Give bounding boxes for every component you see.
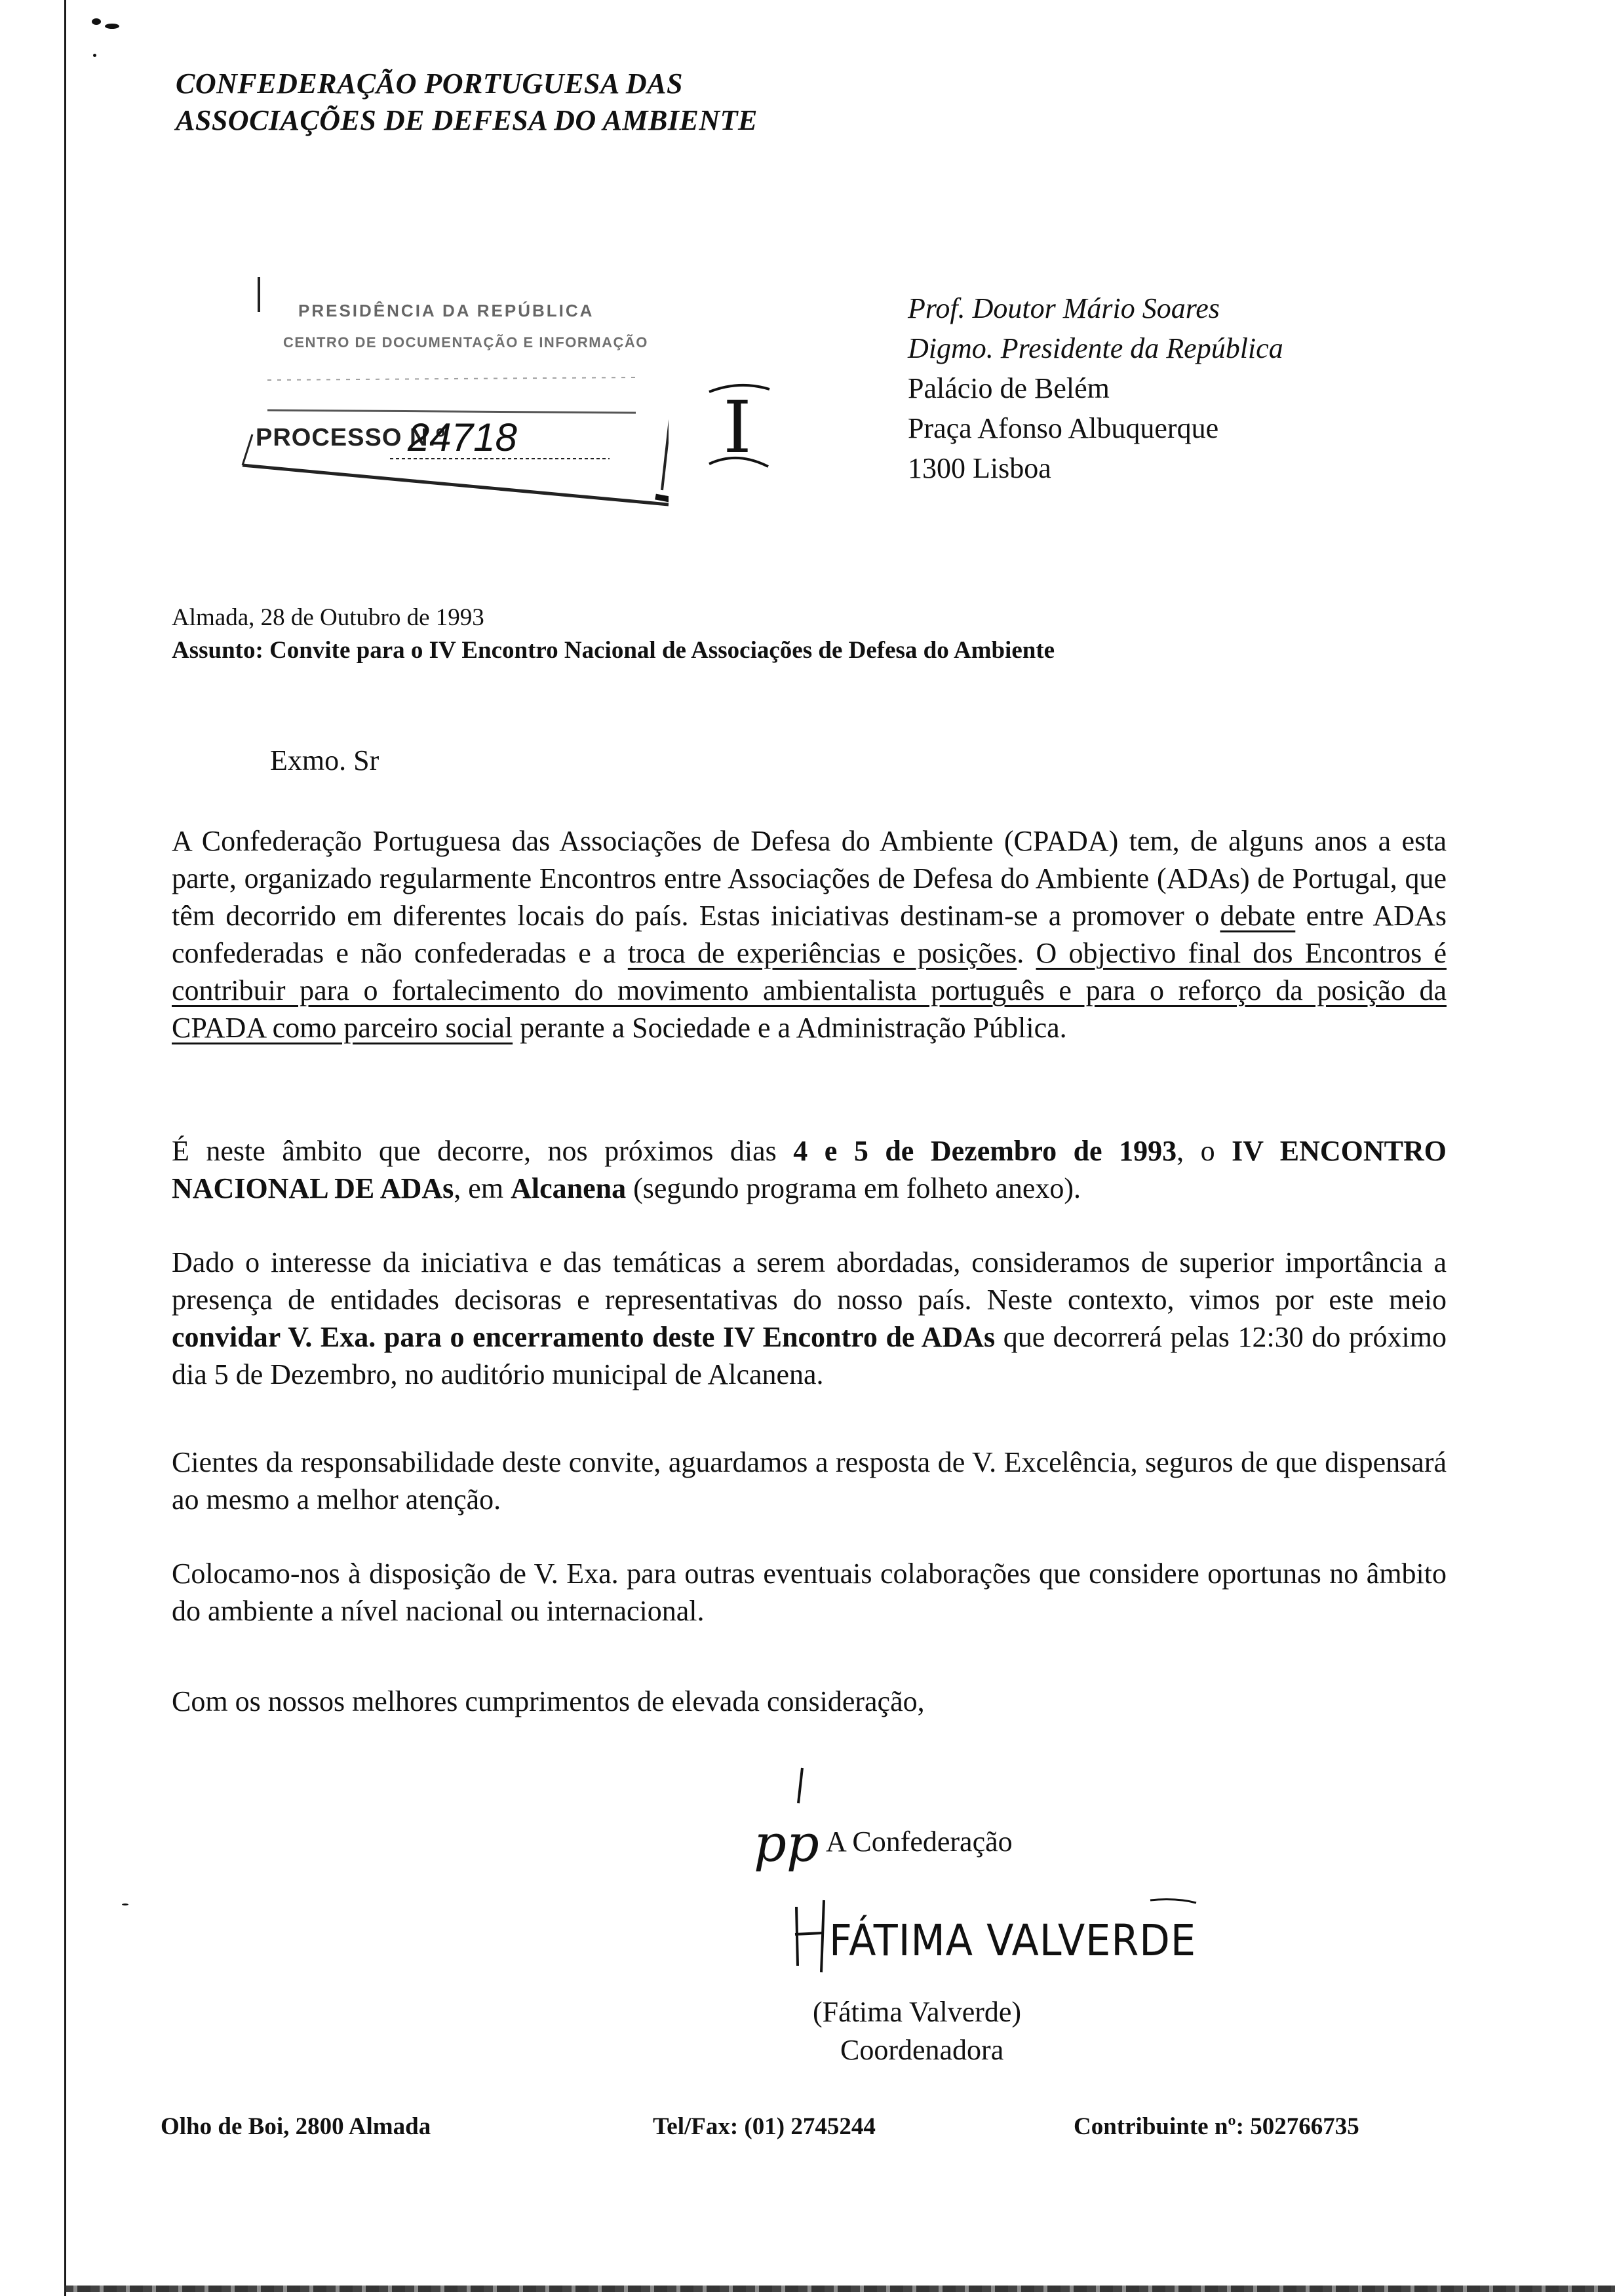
signatory-name: (Fátima Valverde): [813, 1996, 1022, 2028]
scan-bottom-edge: [64, 2286, 1615, 2292]
scan-speck: [105, 24, 119, 29]
date-subject-block: [172, 602, 1055, 667]
paragraph-3: [172, 1244, 1447, 1393]
signature-pp-mark: [747, 1763, 839, 1894]
subject-line: Assunto: Convite para o IV Encontro Nacional de Associações de Defesa do Ambiente: [172, 637, 1055, 664]
paragraph-2-bold-dates: 4 e 5 de Dezembro de 1993: [793, 1135, 1177, 1167]
signature-pp-text: pp: [754, 1814, 819, 1873]
paragraph-2-text: , em: [454, 1172, 511, 1204]
paragraph-5: Colocamo-nos à disposição de V. Exa. para outras eventuais colaborações que considere oportunas no âmbito do ambiente a nível nacional ou internacional.: [172, 1558, 1447, 1627]
recipient-line-4: Praça Afonso Albuquerque: [908, 412, 1219, 444]
paragraph-1: [172, 822, 1447, 1046]
salutation: Exmo. Sr: [270, 744, 379, 776]
paragraph-3-bold-invitation: convidar V. Exa. para o encerramento deste IV Encontro de ADAs: [172, 1321, 996, 1353]
handwritten-mark: [701, 380, 773, 472]
handwritten-signature-text: FÁTIMA VALVERDE: [829, 1915, 1196, 1966]
paragraph-1-text: .: [1017, 937, 1036, 969]
paragraph-2-bold-location: Alcanena: [511, 1172, 627, 1204]
reception-stamp-graphic: [236, 274, 669, 510]
handwritten-signature: [783, 1887, 1229, 1985]
footer-phone: Tel/Fax: (01) 2745244: [653, 2113, 876, 2140]
signatory-role: Coordenadora: [840, 2034, 1004, 2066]
stamp-process-number: 24718: [408, 415, 517, 459]
paragraph-1-text: perante a Sociedade e a Administração Pública.: [513, 1012, 1067, 1044]
paragraph-2: [172, 1132, 1447, 1207]
stamp-process-label: PROCESSO N.º: [256, 424, 446, 451]
paragraph-2-text: É neste âmbito que decorre, nos próximos dias: [172, 1135, 794, 1167]
recipient-line-3: Palácio de Belém: [908, 372, 1110, 404]
recipient-line-5: 1300 Lisboa: [908, 452, 1051, 484]
footer-address: Olho de Boi, 2800 Almada: [161, 2113, 431, 2140]
paragraph-1-text: entre ADAs confederadas e não confederadas e a: [172, 900, 1447, 969]
stamp-line-1: PRESIDÊNCIA DA REPÚBLICA: [298, 301, 594, 320]
letterhead: [176, 66, 758, 139]
scan-left-edge: [64, 0, 66, 2296]
paragraph-2-text: (segundo programa em folheto anexo).: [626, 1172, 1081, 1204]
paragraph-2-bold-event: IV ENCONTRO NACIONAL DE ADAs: [172, 1135, 1447, 1204]
scan-speck: [122, 1904, 128, 1905]
paragraph-1-underline-exchange: troca de experiências e posições: [627, 937, 1017, 969]
paragraph-3-text: que decorrerá pelas 12:30 do próximo dia 5 de Dezembro, no auditório municipal de Alcanena.: [172, 1321, 1447, 1390]
letterhead-line-1: CONFEDERAÇÃO PORTUGUESA DAS: [176, 67, 683, 100]
recipient-address: [908, 288, 1283, 488]
signature-organization: A Confederação: [826, 1826, 1013, 1858]
handwritten-mark-numeral: I: [723, 385, 752, 469]
paragraph-4: Cientes da responsabilidade deste convite, aguardamos a resposta de V. Excelência, seguros de que dispensará ao mesmo a melhor atenção.: [172, 1446, 1447, 1516]
scan-speck: [93, 54, 96, 57]
paragraph-1-underline-debate: debate: [1220, 900, 1296, 932]
paragraph-1-underline-objective: O objectivo final dos Encontros é contribuir para o fortalecimento do movimento ambientalista português e para o reforço da posição da CPADA como parceiro social: [172, 937, 1447, 1044]
letterhead-line-2: ASSOCIAÇÕES DE DEFESA DO AMBIENTE: [176, 104, 758, 136]
paragraph-2-text: , o: [1177, 1135, 1232, 1167]
dateline: Almada, 28 de Outubro de 1993: [172, 604, 484, 631]
footer-tax-id: Contribuinte nº: 502766735: [1074, 2113, 1359, 2140]
paragraph-6: Com os nossos melhores cumprimentos de elevada consideração,: [172, 1685, 925, 1717]
recipient-title: Digmo. Presidente da República: [908, 332, 1283, 364]
scan-speck: [92, 18, 101, 25]
recipient-name: Prof. Doutor Mário Soares: [908, 292, 1220, 324]
paragraph-3-text: Dado o interesse da iniciativa e das temáticas a serem abordadas, consideramos de superior importância a presença de entidades decisoras e representativas do nosso país. Neste contexto, vimos por este meio: [172, 1246, 1447, 1316]
reception-stamp: [236, 274, 669, 510]
stamp-line-2: CENTRO DE DOCUMENTAÇÃO E INFORMAÇÃO: [283, 334, 648, 351]
paragraph-1-text: A Confederação Portuguesa das Associações de Defesa do Ambiente (CPADA) tem, de alguns anos a esta parte, organizado regularmente Encontros entre Associações de Defesa do Ambiente (ADAs) de Portugal, que têm decorrido em diferentes locais do país. Estas iniciativas destinam-se a promover o: [172, 825, 1447, 932]
